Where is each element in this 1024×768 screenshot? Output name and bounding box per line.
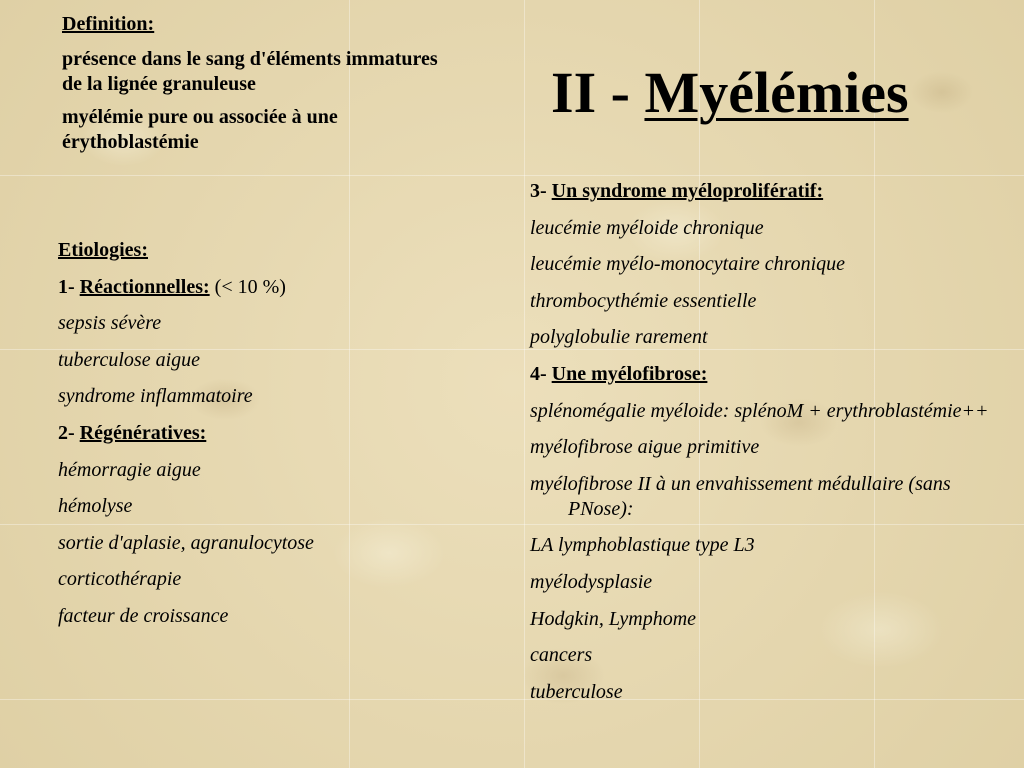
list-item: LA lymphoblastique type L3 — [530, 534, 755, 557]
list-item: polyglobulie rarement — [530, 326, 708, 349]
definition-line-1: présence dans le sang d'éléments immatures de la lignée granuleuse — [62, 48, 438, 95]
title-main: Myélémies — [644, 60, 909, 125]
section-3-title: Un syndrome myéloprolifératif: — [551, 180, 824, 202]
definition-line-2: myélémie pure ou associée à une érythoblastémie — [62, 106, 338, 153]
list-item: myélofibrose aigue primitive — [530, 436, 760, 459]
title-prefix: II - — [551, 60, 645, 125]
list-item: tuberculose aigue — [58, 348, 201, 371]
section-2-header — [58, 421, 498, 458]
causes-column — [530, 179, 1000, 716]
section-4-header — [530, 362, 1000, 399]
section-3-header — [530, 179, 1000, 216]
list-item: thrombocythémie essentielle — [530, 289, 757, 312]
list-item: hémolyse — [58, 495, 133, 518]
section-1-title: Réactionnelles: — [79, 275, 210, 298]
list-item: cancers — [530, 644, 593, 667]
section-1-extra: (< 10 %) — [209, 275, 286, 298]
list-item: Hodgkin, Lymphome — [530, 607, 697, 630]
list-item: corticothérapie — [58, 568, 182, 591]
list-item: leucémie myélo-monocytaire chronique — [530, 253, 846, 276]
definition-heading: Definition: — [62, 13, 155, 35]
section-3-number: 3- — [530, 180, 552, 202]
section-2-title: Régénératives: — [79, 421, 207, 444]
section-4-number: 4- — [530, 362, 552, 385]
list-item: syndrome inflammatoire — [58, 385, 253, 408]
etiologies-heading: Etiologies: — [58, 239, 148, 261]
list-item: myélodysplasie — [530, 570, 653, 593]
list-item: sepsis sévère — [58, 312, 162, 335]
background-seam — [0, 175, 1024, 176]
list-item: leucémie myéloide chronique — [530, 216, 764, 239]
section-1-header — [58, 275, 498, 312]
list-item: facteur de croissance — [58, 604, 229, 627]
slide-title — [551, 60, 909, 125]
section-4-title: Une myélofibrose: — [551, 362, 708, 385]
etiologies-column — [58, 238, 498, 641]
list-item: myélofibrose II à un envahissement médullaire (sans PNose): — [530, 472, 951, 520]
list-item: tuberculose — [530, 680, 623, 703]
section-2-number: 2- — [58, 421, 80, 444]
list-item: splénomégalie myéloide: splénoM + erythroblastémie++ — [530, 399, 989, 422]
list-item: hémorragie aigue — [58, 458, 201, 481]
definition-block — [62, 12, 462, 163]
background-seam — [524, 0, 525, 768]
section-1-number: 1- — [58, 275, 80, 298]
list-item: sortie d'aplasie, agranulocytose — [58, 531, 314, 554]
